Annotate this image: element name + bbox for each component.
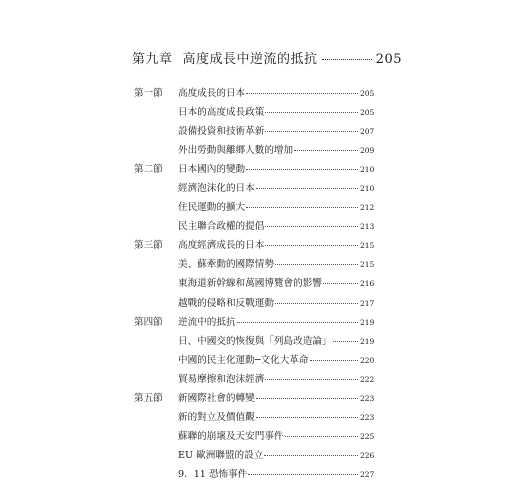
dot-leader: [246, 93, 358, 94]
entry-line: [178, 104, 374, 118]
chapter-heading: [132, 48, 402, 67]
entry-title: 逆流中的抵抗: [178, 316, 236, 328]
entry-title: 日本的高度成長政策: [178, 106, 265, 118]
toc-entry: [134, 368, 374, 387]
dot-leader: [265, 245, 358, 246]
dot-leader: [264, 455, 358, 456]
page-number: 219: [360, 317, 375, 327]
dot-leader: [265, 131, 358, 132]
entry-line: [178, 275, 374, 289]
page-number: 207: [360, 126, 375, 136]
entry-line: [178, 447, 374, 461]
toc-entry: [134, 235, 374, 254]
entry-title: 外出勞動與離鄉人數的增加: [178, 144, 294, 156]
section-label: 第四節: [134, 316, 163, 328]
entry-line: [178, 123, 374, 137]
page-number: 226: [360, 451, 375, 461]
dot-leader: [333, 341, 359, 342]
dot-leader: [265, 226, 358, 227]
dot-leader: [248, 474, 358, 475]
dot-leader: [294, 150, 358, 151]
page-number: 210: [360, 164, 375, 174]
entry-line: [178, 390, 374, 404]
entry-title: 高度經濟成長的日本: [178, 240, 265, 252]
entry-line: [178, 352, 374, 366]
entry-title: 9．11 恐怖事件: [178, 469, 248, 481]
page-number: 213: [360, 222, 375, 232]
chapter-title: 高度成長中逆流的抵抗: [182, 52, 318, 67]
toc-entry: [134, 177, 374, 196]
toc-entry: [134, 445, 374, 464]
page-number: 205: [360, 107, 375, 117]
page-number: 216: [360, 279, 375, 289]
dot-leader: [246, 169, 358, 170]
toc-entry: [134, 197, 374, 216]
toc-entry: [134, 158, 374, 177]
page-number: 219: [360, 336, 375, 346]
entry-title: 經濟泡沫化的日本: [178, 183, 255, 195]
toc-list: [134, 82, 374, 483]
entry-title: 日、中國交的恢復與「列島改造論」: [178, 335, 332, 347]
toc-entry: [134, 216, 374, 235]
dot-leader: [322, 59, 372, 60]
toc-entry: [134, 330, 374, 349]
entry-line: [178, 237, 374, 251]
page-number: 222: [360, 374, 375, 384]
page-number: 217: [360, 298, 375, 308]
entry-line: [178, 85, 374, 99]
dot-leader: [256, 398, 358, 399]
toc-entry: [134, 254, 374, 273]
entry-title: 貿易摩擦和泡沫經濟: [178, 373, 265, 385]
toc-entry: [134, 388, 374, 407]
section-label: 第一節: [134, 87, 163, 99]
entry-title: 新國際社會的轉變: [178, 393, 255, 405]
toc-entry: [134, 464, 374, 483]
page-number: 210: [360, 184, 375, 194]
toc-entry: [134, 292, 374, 311]
section-label: 第五節: [134, 393, 163, 405]
toc-entry: [134, 426, 374, 445]
dot-leader: [237, 322, 358, 323]
page-number: 205: [360, 88, 375, 98]
section-label: 第二節: [134, 163, 163, 175]
entry-line: [178, 409, 374, 423]
toc-entry: [134, 407, 374, 426]
page-number: 212: [360, 203, 375, 213]
entry-title: 新的對立及價值觀: [178, 412, 255, 424]
toc-entry: [134, 82, 374, 101]
entry-line: [178, 295, 374, 309]
page-number: 215: [360, 260, 375, 270]
entry-line: [178, 142, 374, 156]
entry-title: 越戰的侵略和反戰運動: [178, 297, 274, 309]
entry-line: [178, 218, 374, 232]
dot-leader: [265, 379, 358, 380]
entry-line: [178, 333, 374, 347]
section-label: 第三節: [134, 240, 163, 252]
entry-title: 住民運動的擴大: [178, 202, 246, 214]
toc-entry: [134, 311, 374, 330]
dot-leader: [310, 360, 359, 361]
toc-entry: [134, 139, 374, 158]
entry-title: EU 歐洲聯盟的設立: [178, 450, 264, 462]
entry-title: 中國的民主化運動─文化大革命: [178, 354, 309, 366]
page-number: 223: [360, 413, 375, 423]
dot-leader: [275, 264, 358, 265]
page-number: 209: [360, 145, 375, 155]
entry-title: 設備投資和技術革新: [178, 125, 265, 137]
entry-line: [178, 256, 374, 270]
entry-title: 東海道新幹線和萬國博覽會的影響: [178, 278, 322, 290]
dot-leader: [256, 188, 358, 189]
toc-entry: [134, 101, 374, 120]
dot-leader: [246, 207, 358, 208]
page-number: 220: [360, 355, 375, 365]
dot-leader: [256, 417, 358, 418]
entry-line: [178, 314, 374, 328]
dot-leader: [275, 303, 358, 304]
entry-title: 蘇聯的崩壞及天安門事件: [178, 431, 284, 443]
entry-line: [178, 371, 374, 385]
page-number: 225: [360, 432, 375, 442]
page-number: 215: [360, 241, 375, 251]
entry-line: [178, 180, 374, 194]
entry-title: 民主聯合政權的提倡: [178, 221, 265, 233]
dot-leader: [323, 283, 358, 284]
entry-line: [178, 161, 374, 175]
dot-leader: [285, 436, 358, 437]
dot-leader: [265, 112, 358, 113]
entry-title: 高度成長的日本: [178, 87, 246, 99]
toc-entry: [134, 273, 374, 292]
entry-line: [178, 466, 374, 480]
toc-entry: [134, 349, 374, 368]
page-number: 223: [360, 394, 375, 404]
chapter-page: 205: [375, 52, 402, 67]
entry-title: 日本國內的變動: [178, 163, 246, 175]
chapter-number: 第九章: [132, 52, 173, 67]
entry-title: 美、蘇牽動的國際情勢: [178, 259, 274, 271]
toc-entry: [134, 120, 374, 139]
entry-line: [178, 428, 374, 442]
page-number: 227: [360, 470, 375, 480]
entry-line: [178, 199, 374, 213]
